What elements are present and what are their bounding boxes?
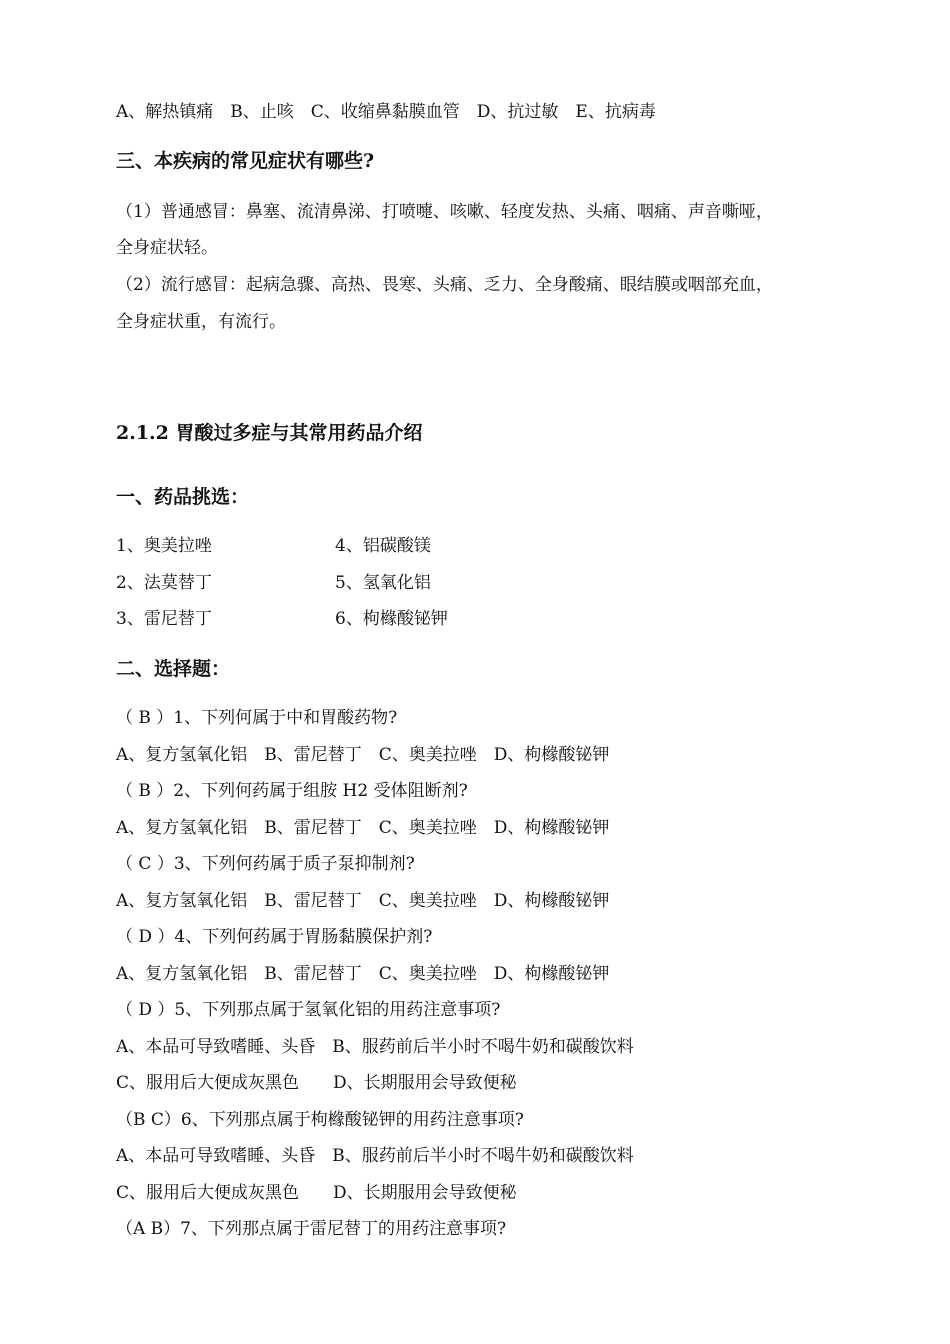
drug-item: 6、枸橼酸铋钾	[335, 609, 448, 629]
section-heading-drug-selection: 一、药品挑选：	[116, 486, 250, 508]
drug-item: 3、雷尼替丁	[116, 609, 212, 629]
quiz-question: （B C）6、下列那点属于枸橼酸铋钾的用药注意事项?	[116, 1110, 524, 1130]
symptom-paragraph-flu-cont: 全身症状重，有流行。	[116, 312, 286, 332]
chapter-title: 2.1.2 胃酸过多症与其常用药品介绍	[116, 422, 423, 444]
quiz-options: A、本品可导致嗜睡、头昏 B、服药前后半小时不喝牛奶和碳酸饮料	[116, 1146, 634, 1166]
quiz-options: A、本品可导致嗜睡、头昏 B、服药前后半小时不喝牛奶和碳酸饮料	[116, 1037, 634, 1057]
drug-item: 4、铝碳酸镁	[335, 536, 431, 556]
quiz-question: （ D ）4、下列何药属于胃肠黏膜保护剂?	[116, 927, 433, 947]
quiz-options: A、复方氢氧化铝 B、雷尼替丁 C、奥美拉唑 D、枸橼酸铋钾	[116, 964, 610, 984]
quiz-options: A、复方氢氧化铝 B、雷尼替丁 C、奥美拉唑 D、枸橼酸铋钾	[116, 745, 610, 765]
quiz-options: C、服用后大便成灰黑色 D、长期服用会导致便秘	[116, 1183, 517, 1203]
quiz-options: C、服用后大便成灰黑色 D、长期服用会导致便秘	[116, 1073, 517, 1093]
section-heading-symptoms: 三、本疾病的常见症状有哪些?	[116, 150, 375, 172]
quiz-question: （ B ）2、下列何药属于组胺 H2 受体阻断剂?	[116, 781, 468, 801]
quiz-question: （ B ）1、下列何属于中和胃酸药物?	[116, 708, 398, 728]
quiz-options: A、复方氢氧化铝 B、雷尼替丁 C、奥美拉唑 D、枸橼酸铋钾	[116, 891, 610, 911]
previous-question-options: A、解热镇痛 B、止咳 C、收缩鼻黏膜血管 D、抗过敏 E、抗病毒	[116, 102, 656, 122]
quiz-question: （ C ）3、下列何药属于质子泵抑制剂?	[116, 854, 415, 874]
quiz-options: A、复方氢氧化铝 B、雷尼替丁 C、奥美拉唑 D、枸橼酸铋钾	[116, 818, 610, 838]
drug-item: 5、氢氧化铝	[335, 573, 431, 593]
symptom-paragraph-flu: （2）流行感冒：起病急骤、高热、畏寒、头痛、乏力、全身酸痛、眼结膜或咽部充血，	[116, 275, 773, 295]
drug-item: 1、奥美拉唑	[116, 536, 212, 556]
section-heading-quiz: 二、选择题：	[116, 658, 231, 680]
quiz-question: （A B）7、下列那点属于雷尼替丁的用药注意事项?	[116, 1219, 507, 1239]
drug-item: 2、法莫替丁	[116, 573, 212, 593]
quiz-question: （ D ）5、下列那点属于氢氧化铝的用药注意事项?	[116, 1000, 501, 1020]
symptom-paragraph-common-cold: （1）普通感冒：鼻塞、流清鼻涕、打喷嚏、咳嗽、轻度发热、头痛、咽痛、声音嘶哑，	[116, 202, 773, 222]
symptom-paragraph-common-cold-cont: 全身症状轻。	[116, 238, 218, 258]
